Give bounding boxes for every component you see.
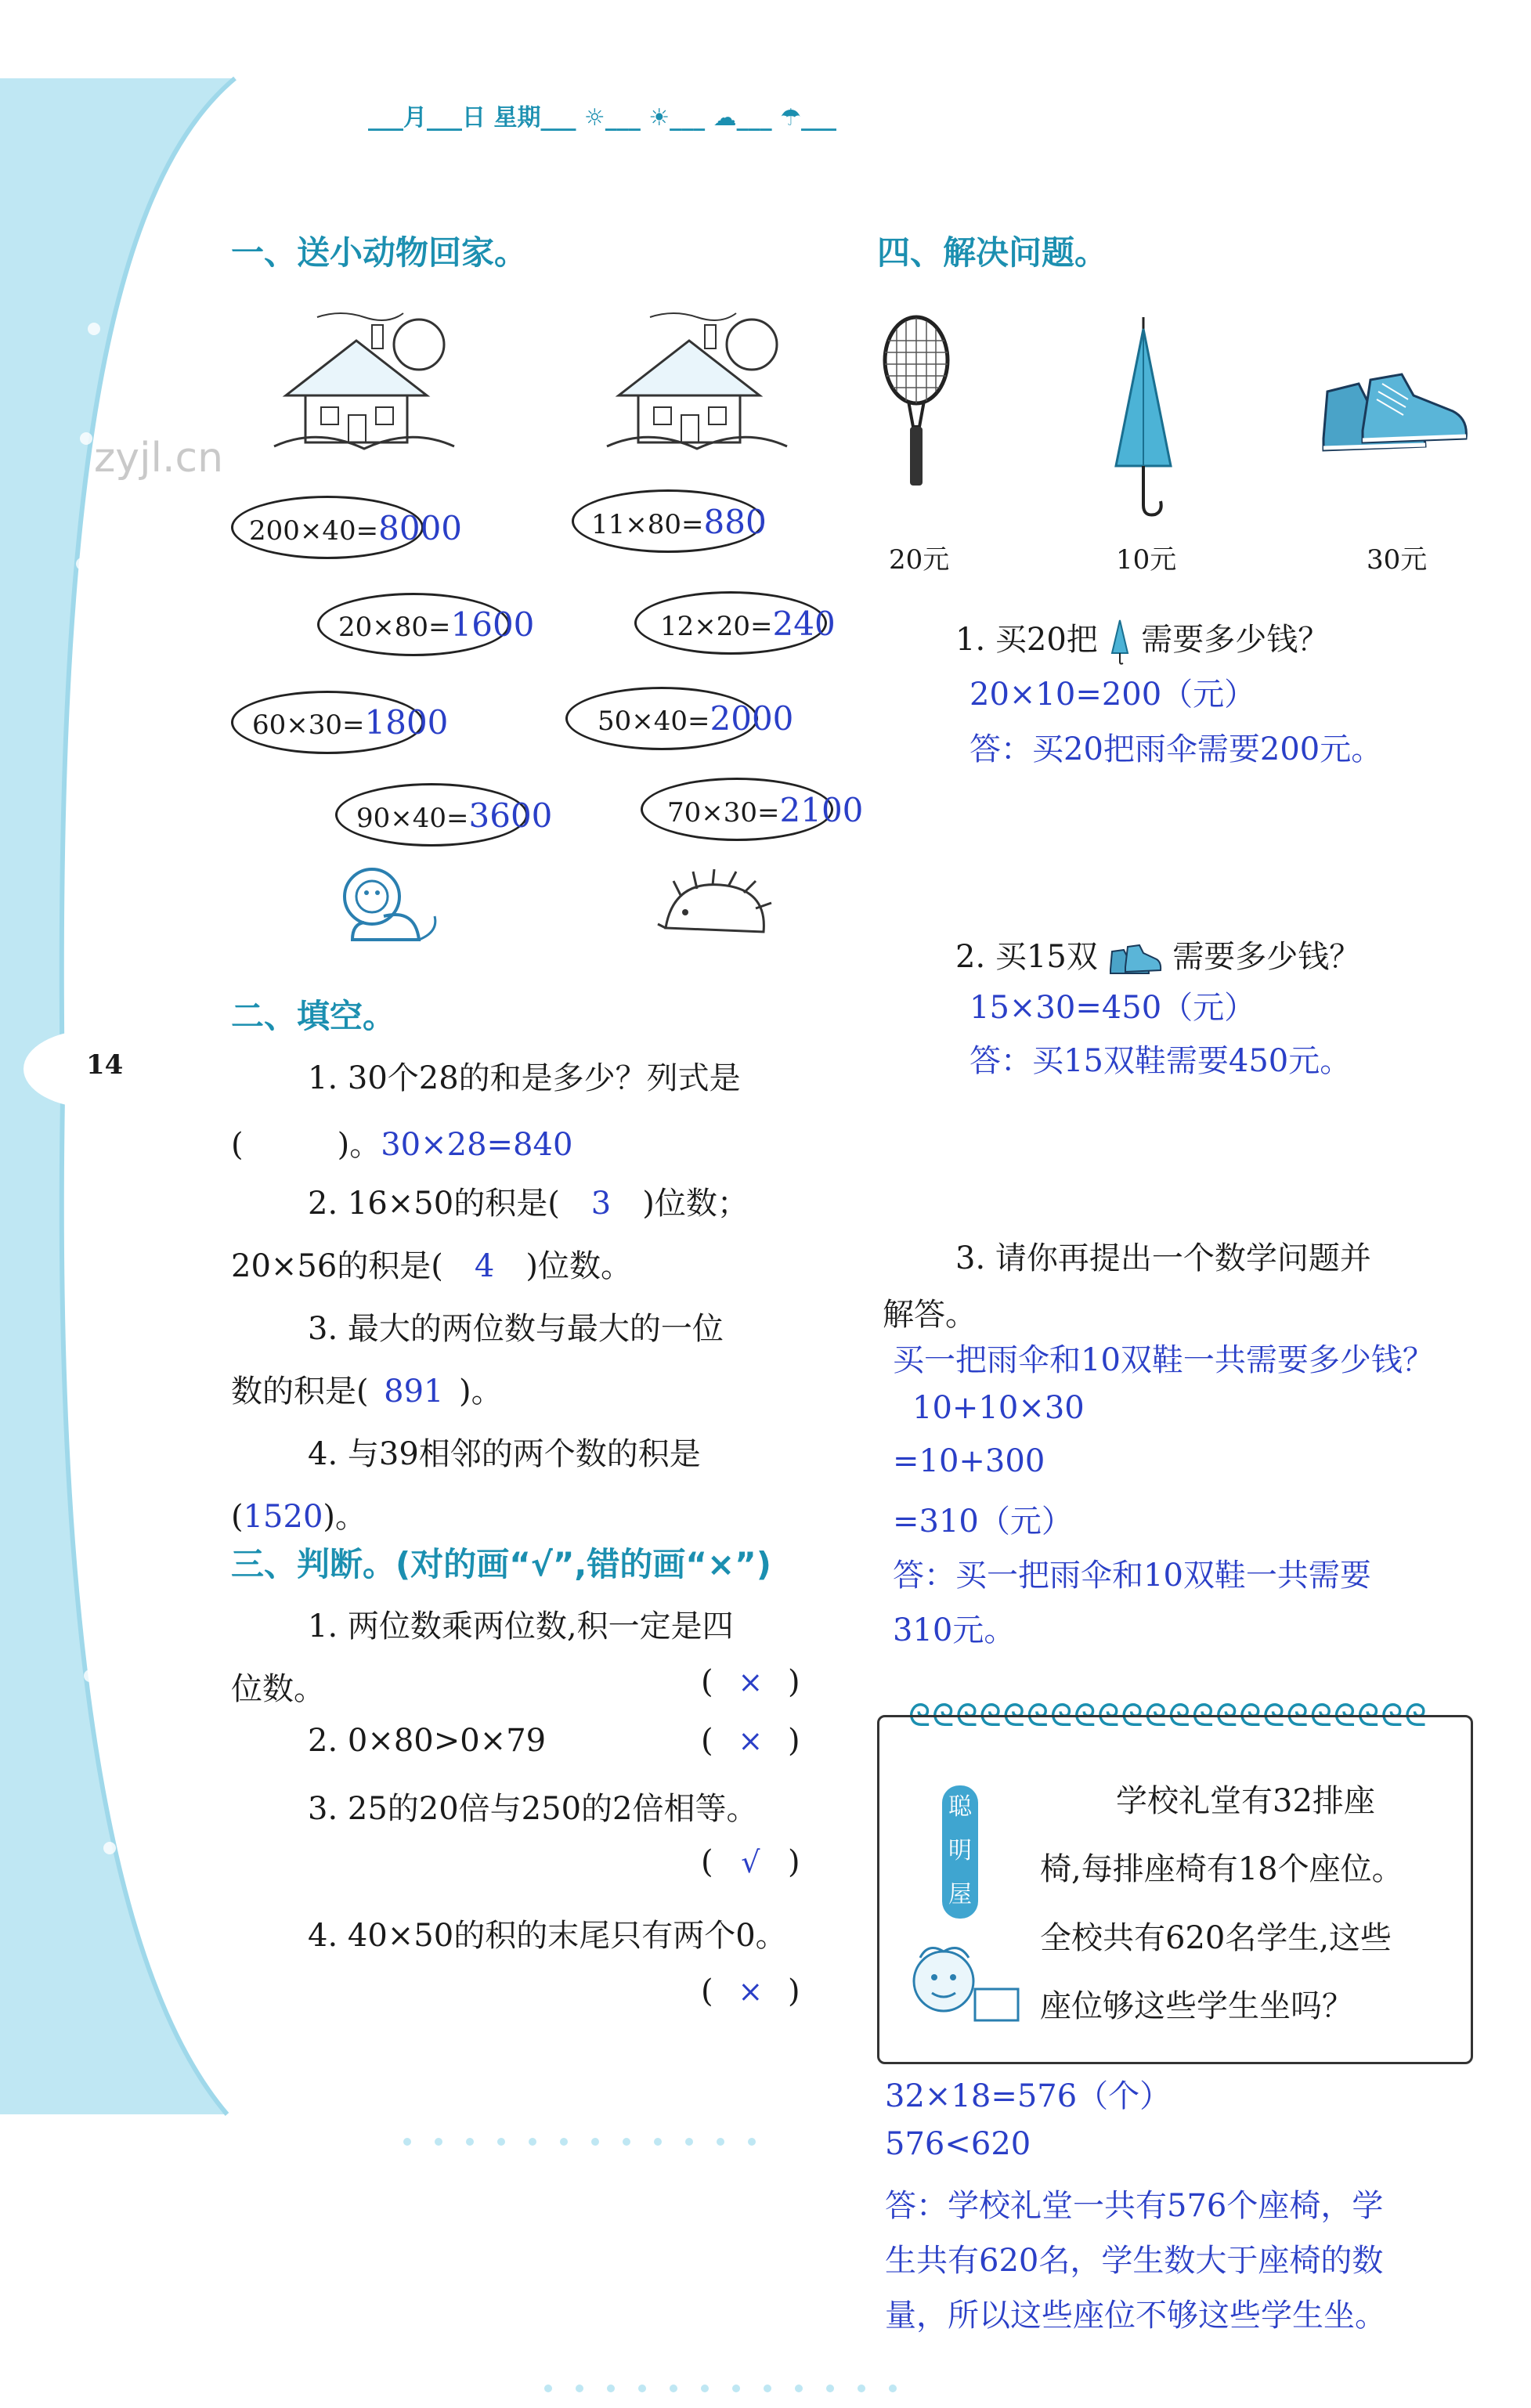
equation-item: [252, 703, 448, 742]
tennis-racket-icon: [877, 313, 955, 493]
clever-answer-calc: 32×18=576（个）: [885, 2078, 1172, 2114]
solve-q1-text: 1. 买20把: [955, 622, 1098, 658]
judge-q2-answer: ×: [738, 1724, 764, 1758]
equation-answer: 880: [703, 503, 767, 541]
judge-q1-line2: 位数。: [231, 1671, 325, 1707]
fill-q2b-text-end: )位数。: [525, 1248, 632, 1284]
solve-q3-question: 买一把雨伞和10双鞋一共需要多少钱？: [893, 1342, 1434, 1378]
fill-q3-text-end: )。: [459, 1374, 503, 1410]
sun-icon: ☼: [583, 104, 605, 132]
fill-q4-line1: 4. 与39相邻的两个数的积是: [308, 1436, 701, 1472]
judge-q1-answer: ×: [738, 1665, 764, 1699]
judge-q4-mark: ( × ): [701, 1973, 800, 2009]
fill-q3-answer: 891: [384, 1374, 444, 1410]
clever-answer-line3: 量，所以这些座位不够这些学生坐。: [885, 2298, 1386, 2334]
equation-answer: 240: [772, 605, 836, 643]
solve-q3-step3: =310（元）: [893, 1504, 1073, 1540]
solve-q3-answer-line2: 310元。: [893, 1612, 1016, 1648]
judge-q3-mark: ( √ ): [701, 1844, 800, 1880]
equation-answer: 1800: [364, 703, 449, 742]
fill-q3-line2: [231, 1366, 503, 1411]
solve-q2-text-end: 需要多少钱？: [1172, 939, 1361, 975]
fill-q1-blank: ( )。: [231, 1127, 381, 1163]
cartoon-character-illustration: [897, 1942, 1030, 2028]
equation-expr: 20×80=: [338, 612, 451, 643]
solve-q2-text: 2. 买15双: [955, 939, 1098, 975]
equation-answer: 2000: [710, 699, 794, 738]
sneakers-icon: [1316, 360, 1472, 462]
solve-q3-step2: =10+300: [893, 1443, 1045, 1479]
umbrella-icon: [1096, 317, 1190, 521]
clever-house-text-line1: 学校礼堂有32排座: [1116, 1783, 1375, 1819]
notebook-spiral: ᘓᘓᘓᘓᘓᘓᘓᘓᘓᘓᘓᘓᘓᘓᘓᘓᘓᘓᘓᘓᘓᘓ: [908, 1698, 1428, 1734]
equation-item: [591, 503, 767, 541]
section3-title: 三、判断。(对的画“√”,错的画“×”): [231, 1545, 771, 1583]
solve-q1: [955, 615, 1329, 666]
equation-item: [356, 796, 552, 835]
fill-q2-text-end: )位数；: [642, 1186, 749, 1222]
fill-q2-answer: 3: [590, 1186, 612, 1222]
equation-answer: 2100: [779, 791, 864, 829]
fill-q2b-answer: 4: [474, 1248, 495, 1284]
fill-q2-line2: [231, 1241, 632, 1286]
hedgehog-illustration: [650, 865, 775, 951]
price-racket: 20元: [889, 544, 950, 576]
judge-q4-answer: ×: [738, 1974, 764, 2009]
rain-icon: ☂: [780, 104, 801, 132]
solve-q1-text-end: 需要多少钱？: [1141, 622, 1330, 658]
fill-q4-text: (: [231, 1499, 244, 1535]
clever-house-label: 聪明屋: [942, 1785, 978, 1919]
solve-q2-answer: 答：买15双鞋需要450元。: [970, 1043, 1352, 1079]
equation-item: [667, 791, 863, 829]
section2-title: 二、填空。: [231, 997, 396, 1035]
solve-q3-answer-line1: 答：买一把雨伞和10双鞋一共需要: [893, 1558, 1371, 1594]
header-month: 月: [403, 104, 427, 132]
solve-q1-answer: 答：买20把雨伞需要200元。: [970, 731, 1383, 767]
equation-expr: 60×30=: [252, 709, 365, 741]
umbrella-icon: [1108, 619, 1132, 666]
clever-answer-line1: 答：学校礼堂一共有576个座椅，学: [885, 2188, 1384, 2224]
solve-q2: [955, 932, 1360, 977]
equation-expr: 70×30=: [667, 797, 780, 829]
fill-q3-line1: 3. 最大的两位数与最大的一位: [308, 1311, 724, 1347]
equation-expr: 12×20=: [660, 611, 773, 642]
price-umbrella: 10元: [1116, 544, 1177, 576]
section1-title: 一、送小动物回家。: [231, 233, 528, 272]
house-illustration-right: [603, 309, 791, 458]
solve-q3-line2: 解答。: [883, 1297, 977, 1333]
equation-expr: 50×40=: [598, 706, 710, 737]
judge-q2: 2. 0×80>0×79: [308, 1723, 547, 1759]
fill-q1-line1: 1. 30个28的和是多少？列式是: [308, 1060, 741, 1096]
lion-illustration: [329, 861, 446, 948]
fill-q2b-text: 20×56的积是(: [231, 1248, 443, 1284]
solve-q1-calc: 20×10=200（元）: [970, 677, 1256, 713]
equation-expr: 200×40=: [249, 515, 379, 547]
equation-item: [660, 605, 836, 643]
section4-title: 四、解决问题。: [877, 233, 1108, 272]
fill-q2-line1: [308, 1179, 749, 1223]
clever-answer-compare: 576<620: [885, 2126, 1031, 2162]
clever-answer-line2: 生共有620名，学生数大于座椅的数: [885, 2243, 1384, 2279]
fill-q1-answer: 30×28=840: [381, 1127, 573, 1163]
equation-item: [249, 509, 462, 547]
equation-expr: 90×40=: [356, 803, 469, 834]
equation-answer: 8000: [378, 509, 463, 547]
header-day: 日: [462, 104, 486, 132]
equation-item: [598, 699, 793, 738]
equation-answer: 3600: [468, 796, 553, 835]
solve-q2-calc: 15×30=450（元）: [970, 990, 1256, 1026]
fill-q3-text: 数的积是(: [231, 1374, 369, 1410]
judge-q3-answer: √: [741, 1845, 760, 1879]
judge-q4: 4. 40×50的积的末尾只有两个0。: [308, 1918, 787, 1954]
house-illustration-left: [270, 309, 458, 458]
sneakers-icon: [1108, 942, 1163, 977]
fill-q4-line2: [231, 1492, 367, 1536]
equation-expr: 11×80=: [591, 509, 704, 540]
fill-q4-answer: 1520: [243, 1499, 323, 1535]
judge-q1-mark: ( × ): [701, 1664, 800, 1700]
cloud-icon: ☁: [713, 104, 737, 132]
judge-q3: 3. 25的20倍与250的2倍相等。: [308, 1791, 758, 1827]
sun-cloud-icon: ☀: [648, 104, 670, 132]
solve-q3-step1: 10+10×30: [912, 1390, 1085, 1426]
clever-house-text-line2: 椅,每排座椅有18个座位。: [1040, 1851, 1403, 1887]
clever-house-text-line4: 座位够这些学生坐吗？: [1040, 1988, 1353, 2024]
price-sneakers: 30元: [1367, 544, 1428, 576]
clever-house-text-line3: 全校共有620名学生,这些: [1040, 1920, 1392, 1956]
fill-q1-line2: [231, 1120, 572, 1164]
watermark: zyjl.cn: [94, 435, 224, 482]
equation-answer: 1600: [450, 605, 535, 644]
judge-q2-mark: ( × ): [701, 1723, 800, 1759]
page-number: 14: [86, 1049, 124, 1081]
date-header: ___月___日 星期___ ☼___ ☀___ ☁___ ☂___: [368, 104, 836, 132]
header-week: 星期: [493, 104, 541, 132]
fill-q2-text: 2. 16×50的积是(: [308, 1186, 560, 1222]
solve-q3-line1: 3. 请你再提出一个数学问题并: [955, 1240, 1371, 1276]
judge-q1-line1: 1. 两位数乘两位数,积一定是四: [308, 1608, 734, 1644]
fill-q4-text-end: )。: [323, 1499, 367, 1535]
equation-item: [338, 605, 534, 644]
